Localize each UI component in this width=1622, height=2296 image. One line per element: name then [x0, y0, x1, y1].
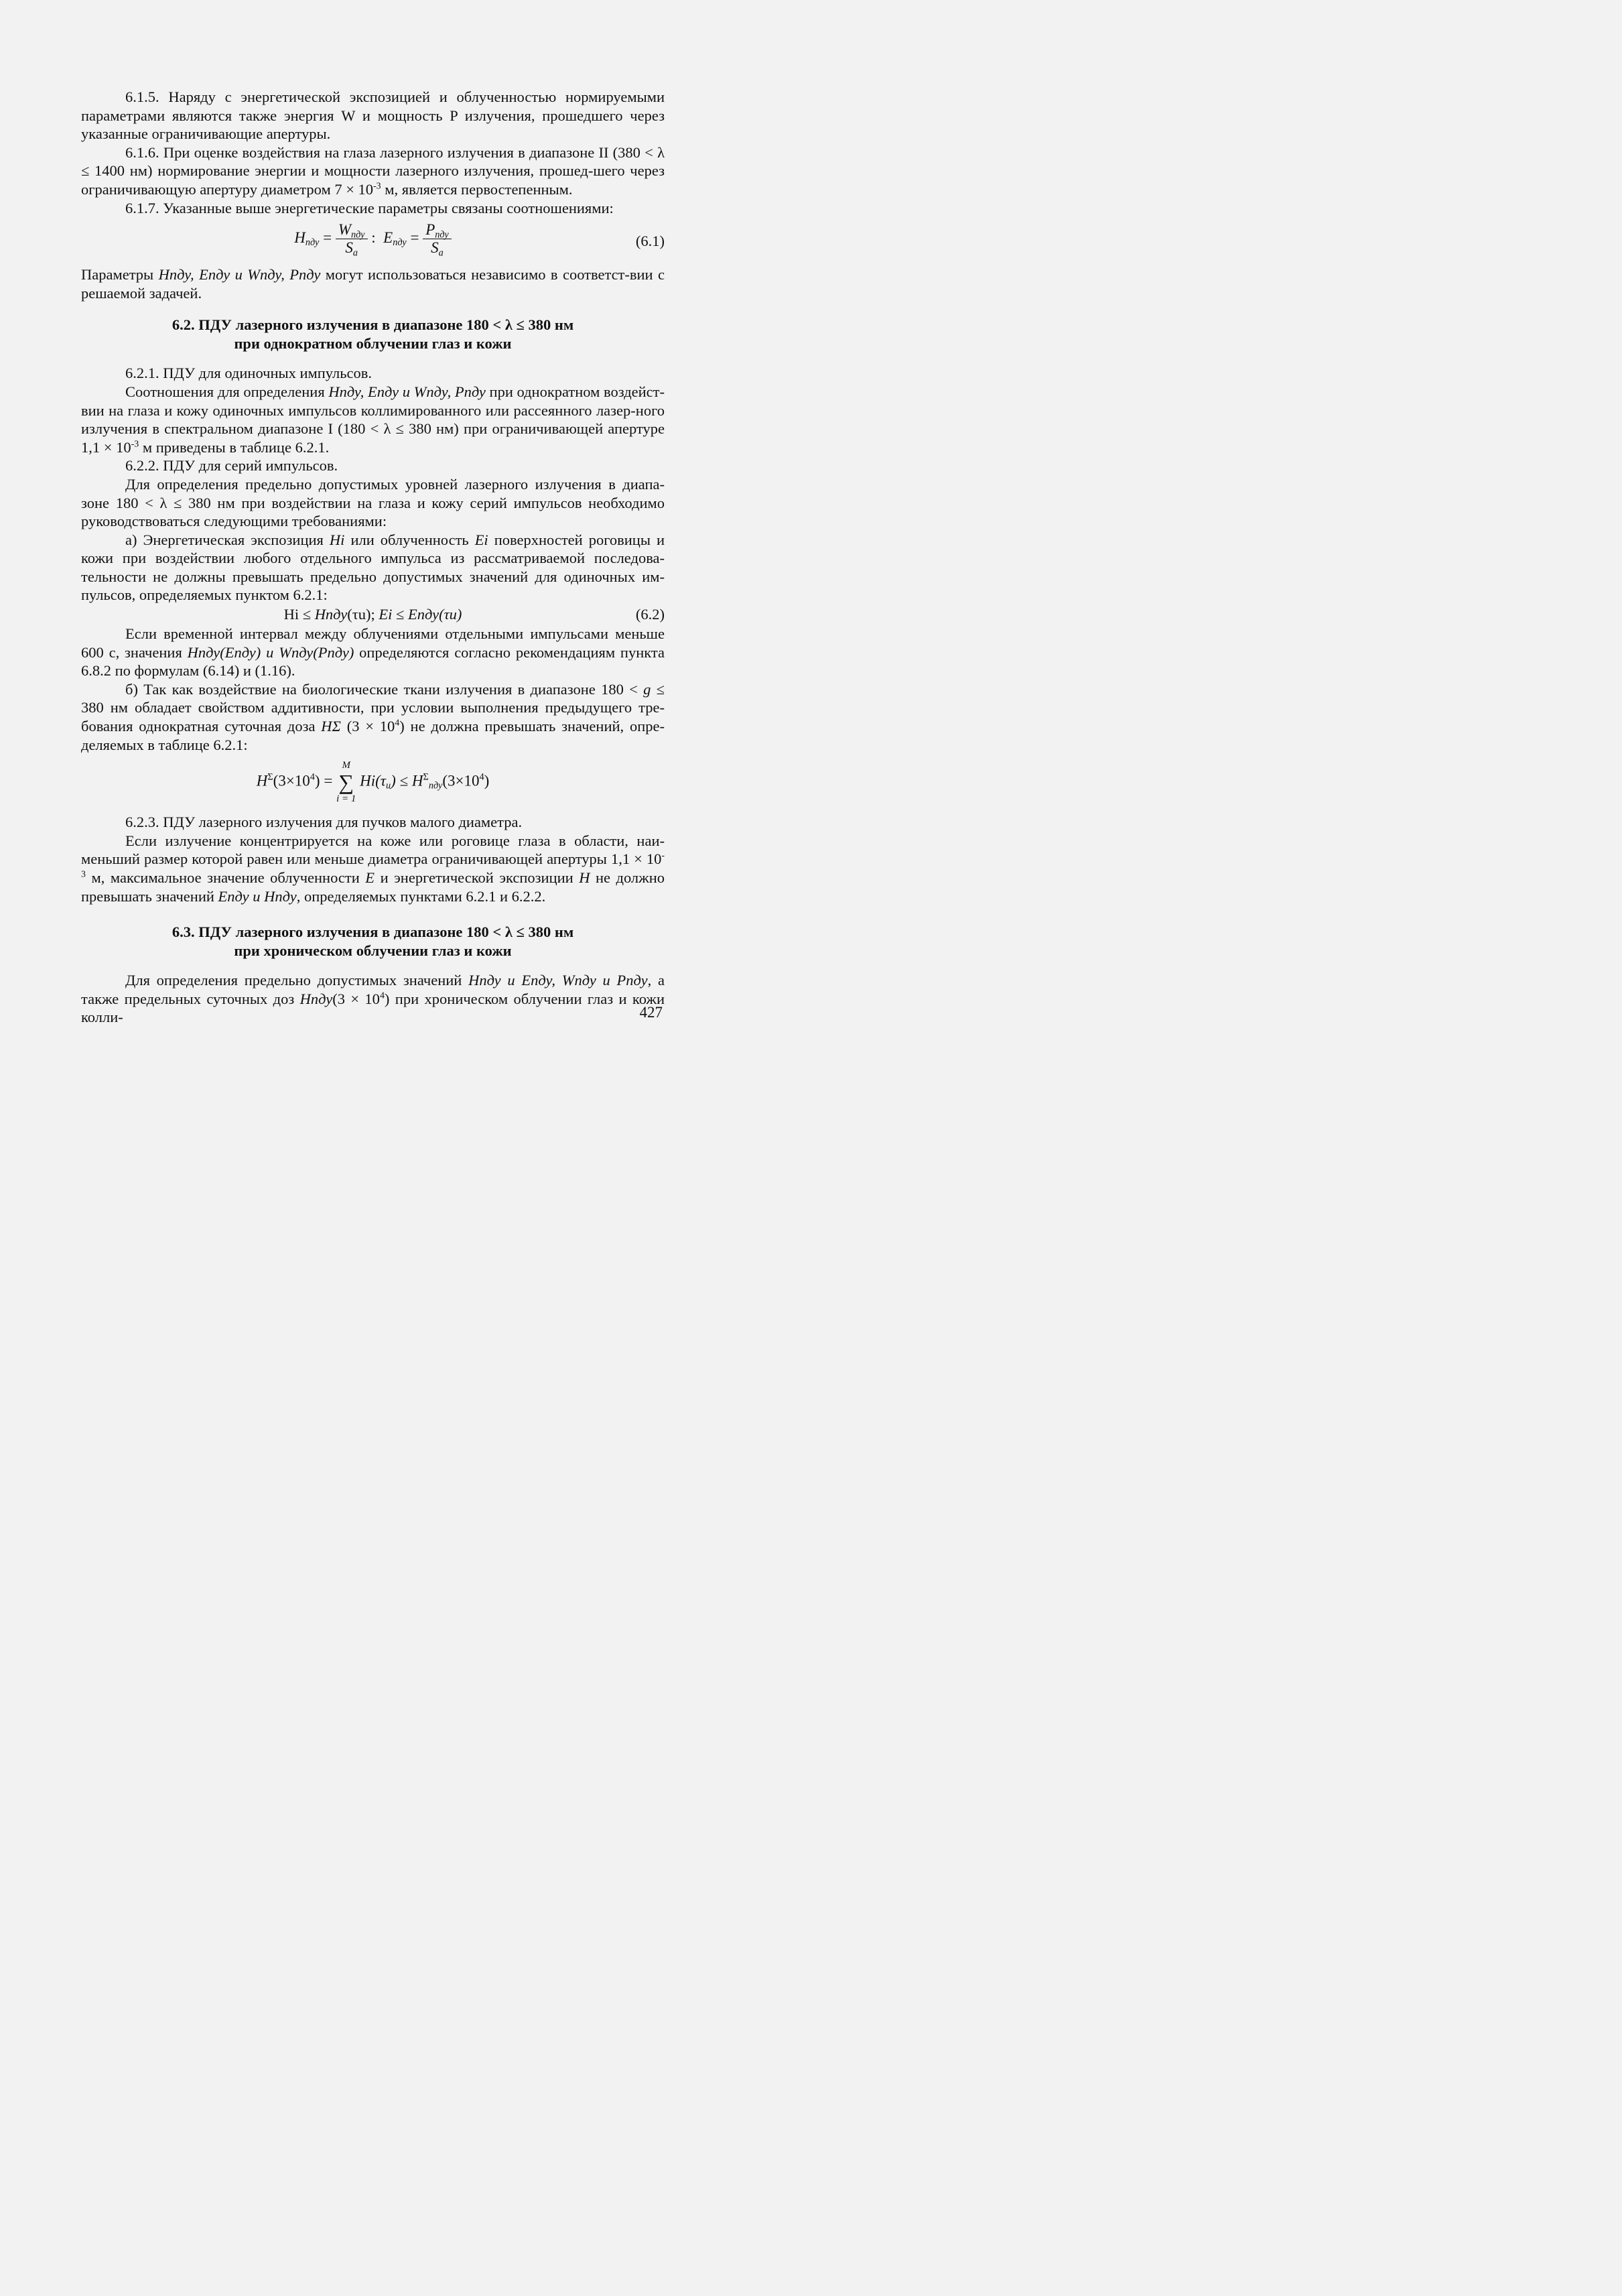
section-heading-6-2: 6.2. ПДУ лазерного излучения в диапазоне 180 < λ ≤ 380 нм при однократном облучении глаз и кожи: [172, 316, 574, 353]
paragraph-parameters: Параметры Hпду, Eпду и Wпду, Pпду могут использоваться независимо в соответст-вии с решаемой задачей.: [81, 266, 665, 302]
formula-6-2: Hi ≤ Hпду(τu); Ei ≤ Eпду(τu) (6.2): [81, 604, 665, 625]
paragraph-6-2-2-text: Для определения предельно допустимых уровней лазерного излучения в диапа-зоне 180 < λ ≤ 380 нм при воздействии на глаза и кожу серий импульсов необходимо руководствоваться следующими требованиями:: [81, 475, 665, 530]
formula-daily-dose: $H^\Sigma(3\times 10^4)$ = M ∑ i = 1 $Hi(\tau_u) \le H^\Sigma_{пду}(3\times 10^4)$: [256, 760, 490, 805]
paragraph-6-1-5: 6.1.5. Наряду с энергетической экспозицией и облученностью нормируемыми параметрами являются также энергия W и мощность P излучения, прошедшего через указанные ограничивающие апертуры.: [81, 88, 665, 143]
paragraph-6-1-6: 6.1.6. При оценке воздействия на глаза лазерного излучения в диапазоне II (380 < λ ≤ 1400 нм) нормирование энергии и мощности лазерного излучения, прошед-шего через ограничивающую апертуру диаметром $7 \times 10^{-3}$ м, является первостепенным.: [81, 143, 665, 198]
section-heading-6-3: 6.3. ПДУ лазерного излучения в диапазоне 180 < λ ≤ 380 нм при хроническом облучении глаз и кожи: [172, 923, 574, 960]
paragraph-requirement-a: а) Энергетическая экспозиция Hi или облученность Ei поверхностей роговицы и кожи при воздействии любого отдельного импульса из рассматриваемой последова-тельности не должны превышать предельно допустимых значений для одиночных им-пульсов, определяемых пунктом 6.2.1:: [81, 531, 665, 604]
page-number: 427: [639, 1004, 663, 1021]
formula-number: (6.2): [635, 606, 665, 623]
paragraph-6-2-3-text: Если излучение концентрируется на коже или роговице глаза в области, наи-меньший размер которой равен или меньше диаметра ограничивающей апертуры $1,1 \times 10^{-3}$ м, максимальное значение облученности E и энергетической экспозиции H не должно превышать значений Eпду и Hпду, определяемых пунктами 6.2.1 и 6.2.2.: [81, 832, 665, 905]
formula-6-1: $H_{пду}$ = $\frac{W_{пду}}{S_a}$ : $E_{пду}$ = $\frac{P_{пду}}{S_a}$ (6.1): [294, 221, 665, 259]
paragraph-6-3-text: Для определения предельно допустимых значений Hпду и Eпду, Wпду и Pпду, а также предельных суточных доз Hпду(3 × $10^4$) при хроническом облучении глаз и кожи колли-: [81, 972, 665, 1026]
paragraph-6-2-1: 6.2.1. ПДУ для одиночных импульсов.: [125, 365, 373, 382]
paragraph-requirement-b: б) Так как воздействие на биологические ткани излучения в диапазоне 180 < g ≤ 380 нм обладает свойством аддитивности, при условии выполнения предыдущего тре-бования однократная суточная доза HΣ $(3 \times 10^4)$ не должна превышать значений, опре-деляемых в таблице 6.2.1:: [81, 680, 665, 753]
paragraph-6-2-2: 6.2.2. ПДУ для серий импульсов.: [125, 457, 338, 474]
paragraph-interval: Если временной интервал между облучениями отдельными импульсами меньше 600 с, значения Hпду(Eпду) и Wпду(Pпду) определяются согласно рекомендациям пункта 6.8.2 по формулам (6.14) и (1.16).: [81, 625, 665, 680]
formula-number: (6.1): [635, 233, 665, 250]
paragraph-6-1-7: 6.1.7. Указанные выше энергетические параметры связаны соотношениями:: [125, 199, 614, 216]
sum-operator: M ∑ i = 1: [336, 760, 356, 805]
paragraph-6-2-3: 6.2.3. ПДУ лазерного излучения для пучков малого диаметра.: [125, 814, 523, 831]
document-page: [0, 0, 742, 1049]
paragraph-6-2-1-text: Соотношения для определения Hпду, Eпду и Wпду, Pпду при однократном воздейст-вии на глаза и кожу одиночных импульсов коллимированного или рассеянного лазер-ного излучения в спектральном диапазоне I (180 < λ ≤ 380 нм) при ограничивающей апертуре $1,1 \times 10^{-3}$ м приведены в таблице 6.2.1.: [81, 383, 665, 456]
